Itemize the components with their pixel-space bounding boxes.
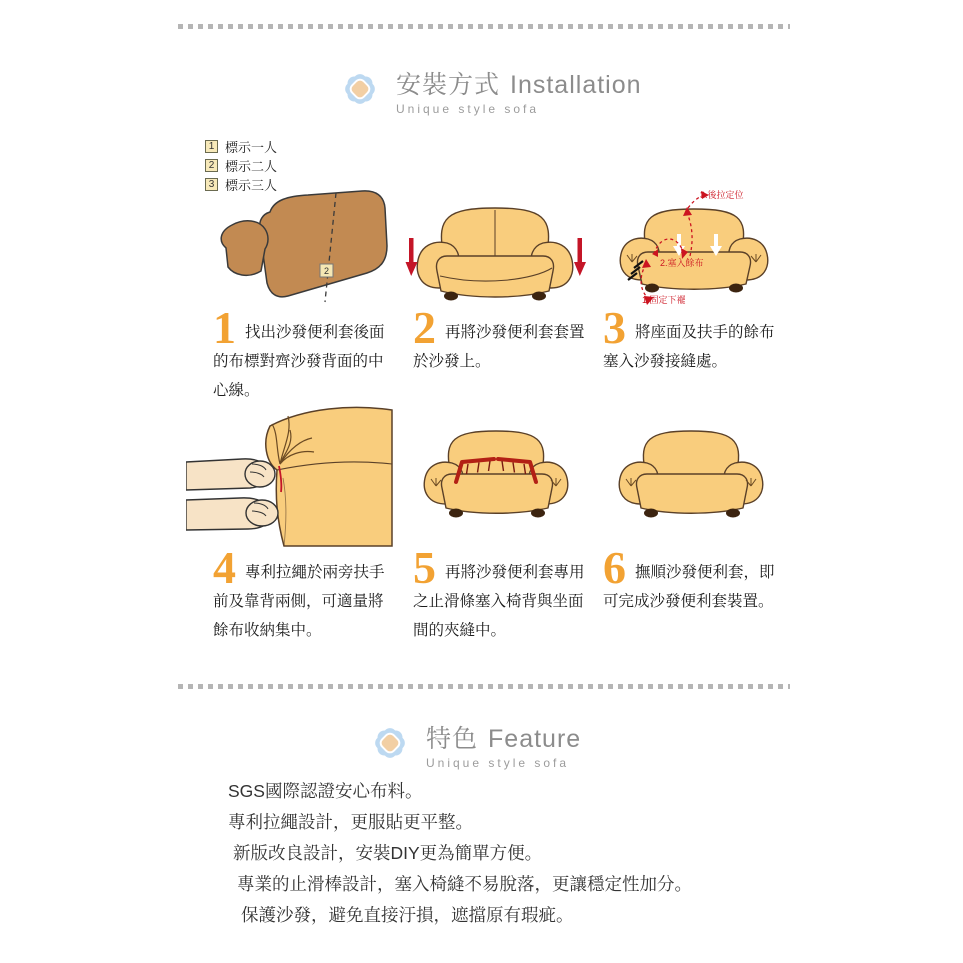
step-6 <box>603 542 783 616</box>
finished-sofa-illustration <box>601 420 781 544</box>
legend-number-box: 3 <box>205 178 218 191</box>
flower-badge-icon <box>367 720 413 766</box>
feature-title-en: Feature <box>488 725 582 753</box>
bottom-dotted-divider <box>178 684 790 689</box>
legend-label: 標示二人 <box>225 159 278 174</box>
step-4-text: 專利拉繩於兩旁扶手前及靠背兩側，可適量將餘布收納集中。 <box>213 564 385 639</box>
step-3-text: 將座面及扶手的餘布塞入沙發接縫處。 <box>603 324 775 370</box>
legend-label: 標示一人 <box>225 140 278 155</box>
sofa-cover-placement-illustration <box>403 196 588 308</box>
step-5-number: 5 <box>413 542 436 593</box>
legend-item-2 <box>205 156 277 175</box>
step-3-number: 3 <box>603 302 626 353</box>
installation-title-en: Installation <box>510 71 642 99</box>
annotation-tuck-cloth: 2.塞入餘布 <box>660 258 704 268</box>
annotation-pull-position: 3.後拉定位 <box>700 190 744 200</box>
feature-title-zh: 特色 <box>426 725 479 753</box>
annotation-fix-hem: 1.固定下襬 <box>642 295 686 305</box>
flower-badge-icon <box>337 66 383 112</box>
installation-subtitle: Unique style sofa <box>396 101 540 116</box>
sofa-back-illustration <box>212 188 392 306</box>
step-4-number: 4 <box>213 542 236 593</box>
legend-label: 標示三人 <box>225 178 278 193</box>
installation-header <box>337 66 642 116</box>
anti-slip-bar-illustration <box>406 420 586 544</box>
step-5 <box>413 542 593 645</box>
top-dotted-divider <box>178 24 790 29</box>
feature-item: 新版改良設計，安裝DIY更為簡單方便。 <box>233 843 543 863</box>
step-2-text: 再將沙發便利套套置於沙發上。 <box>413 324 585 370</box>
drawstring-pull-illustration <box>186 402 394 548</box>
feature-titles <box>426 720 581 770</box>
hands <box>186 459 278 530</box>
size-legend <box>205 137 277 194</box>
step-1-text: 找出沙發便利套後面的布標對齊沙發背面的中心線。 <box>213 324 385 399</box>
step-1 <box>213 302 393 405</box>
feature-item: SGS國際認證安心布料。 <box>228 781 423 801</box>
feature-title <box>426 725 581 754</box>
feature-subtitle: Unique style sofa <box>426 755 570 770</box>
installation-titles <box>396 66 642 116</box>
step-6-text: 撫順沙發便利套，即可完成沙發便利套裝置。 <box>603 564 775 610</box>
feature-list <box>228 776 692 931</box>
step-6-number: 6 <box>603 542 626 593</box>
legend-number-box: 1 <box>205 140 218 153</box>
feature-item: 專利拉繩設計，更服貼更平整。 <box>228 812 473 832</box>
feature-item: 保護沙發，避免直接汙損，遮擋原有瑕疵。 <box>241 905 574 925</box>
feature-header <box>367 720 581 770</box>
feature-item: 專業的止滑棒設計，塞入椅縫不易脫落，更讓穩定性加分。 <box>237 874 692 894</box>
step-3 <box>603 302 783 376</box>
legend-number-box: 2 <box>205 159 218 172</box>
step-2-number: 2 <box>413 302 436 353</box>
step-2 <box>413 302 593 376</box>
tuck-cloth-annotated-illustration <box>598 184 790 306</box>
step-5-text: 再將沙發便利套專用之止滑條塞入椅背與坐面間的夾縫中。 <box>413 564 585 639</box>
legend-item-1 <box>205 137 277 156</box>
installation-title-zh: 安裝方式 <box>396 71 501 99</box>
step-1-number: 1 <box>213 302 236 353</box>
size-tag-number: 2 <box>323 266 330 276</box>
installation-title <box>396 71 642 100</box>
step-4 <box>213 542 393 645</box>
